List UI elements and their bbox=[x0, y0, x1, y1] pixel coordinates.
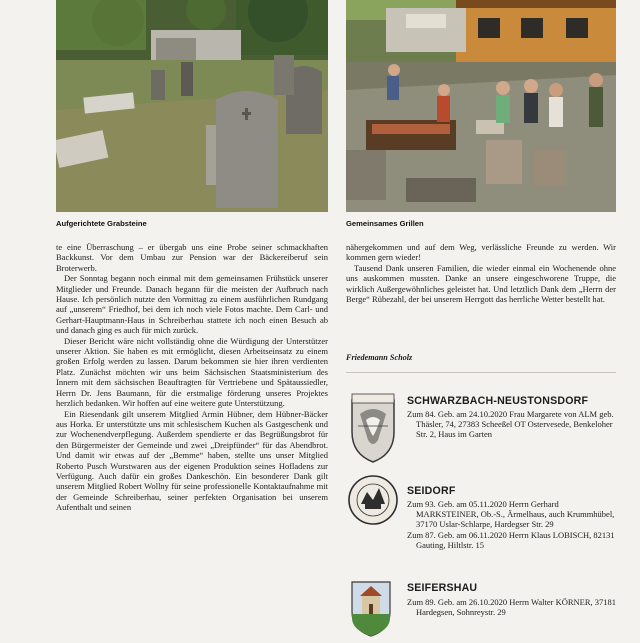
seidorf-crest-icon bbox=[347, 474, 399, 526]
section-heading-schwarzbach: SCHWARZBACH-NEUSTONSDORF bbox=[407, 395, 589, 407]
cemetery-photo bbox=[56, 0, 328, 212]
paragraph: Dieser Bericht wäre nicht vollständig ohne die Würdigung der Unterstützer unserer Aktion. Sie haben es mit ermöglicht, diesen Arbeitseinsatz zu einem großen Erfolg werden zu lassen. Darum bekommen sie hier ihren verdienten Platz. Zunächst möchten wir uns beim Sächsischen Staatsministerium des Innern mit dem sächsischen Beauftragten für Vertriebene und Spätaussiedler, Herrn Dr. Jens Baumann, für die erstmalige förderung unseres Projektes herzlich bedanken. Wir hoffen auf eine weitere gute Unterstützung. bbox=[56, 335, 328, 409]
seifershau-crest-icon bbox=[348, 566, 394, 638]
birthday-entry bbox=[407, 499, 619, 550]
section-divider bbox=[346, 372, 616, 373]
birthday-entry-text: Zum 89. Geb. am 26.10.2020 Herrn Walter KÖRNER, 37181 Hardegsen, Sohnreystr. 29 bbox=[407, 597, 617, 618]
birthday-entry-text: Zum 93. Geb. am 05.11.2020 Herrn Gerhard MARKSTEINER, Ob.-S., Ärmelhaus, auch Krummhübel, 37170 Uslar-Schlarpe, Hardegser Str. 29 bbox=[407, 499, 615, 530]
barbecue-photo bbox=[346, 0, 616, 212]
paragraph: te eine Überraschung – er übergab uns eine Probe seiner schmackhaften Backkunst. Vor dem Umbau zur Pension war der Bäckereiberuf sein Broterwerb. bbox=[56, 242, 328, 273]
section-heading-seifershau: SEIFERSHAU bbox=[407, 582, 478, 594]
paragraph: Der Sonntag begann noch einmal mit dem gemeinsamen Frühstück unserer Mitglieder und Freunde. Danach begann für die meisten der Aufbruch nach Hause. Ich persönlich nutzte den Vormittag zu einem ausführlichen Rundgang auf „unserem“ Friedhof, bei dem ich noch viele Fotos machte. Dem Carl- und Gerhart-Hauptmann-Haus in Schreiberhau stattete ich noch einen Besuch ab und danach ging es auch für mich zurück. bbox=[56, 273, 328, 336]
article-right-column bbox=[346, 242, 616, 304]
article-left-column bbox=[56, 242, 328, 513]
barbecue-photo-caption: Gemeinsames Grillen bbox=[346, 219, 424, 228]
section-heading-seidorf: SEIDORF bbox=[407, 485, 456, 497]
author-signature: Friedemann Scholz bbox=[346, 353, 413, 362]
birthday-entry-text: Zum 87. Geb. am 06.11.2020 Herrn Klaus LOBISCH, 82131 Gauting, Hiltlstr. 15 bbox=[407, 529, 615, 550]
paragraph: Ein Riesendank gilt unserem Mitglied Armin Hübner, dem Hübner-Bäcker aus Horka. Er unterstützte uns mit schlesischem Kuchen als Gastgeschenk und zur Wochenendverpflegung. Außerdem spendierte er das Begrüßungsbrot für den Bürgermeister der Gemeinde und zwei „Dreipfünder“ für das Abendbrot. Und damit wir etwas auf der „Bemme“ haben, stellte uns unser Mitglied Roberto Pusch Wurstwaren aus der eigenen Produktion seines Hofladens zur Verfügung. Auch dafür ein großes Dankeschön. Ein besonderer Dank gilt unserem Mitglied Robert Wollny für seine professionelle Kontaktaufnahme mit der Gemeinde Schreiberhau, seiner perfekten Organisation bei unserem Aufenthalt und seinen bbox=[56, 408, 328, 513]
birthday-entry bbox=[407, 597, 619, 617]
paragraph: Tausend Dank unseren Familien, die wieder einmal ein Wochenende ohne uns auskommen mussten. Danke an unsere eingeschworene Truppe, die wirklich Außergewöhnliches geleistet hat. Und letztlich Dank dem „Herrn der Berge“ Rübezahl, der bei unserem Herrgott das herrliche Wetter bestellt hat. bbox=[346, 262, 616, 305]
paragraph: nähergekommen und auf dem Weg, verlässliche Freunde zu werden. Wir kommen gern wieder! bbox=[346, 242, 616, 263]
birthday-entry-text: Zum 84. Geb. am 24.10.2020 Frau Margarete von ALM geb. Thäsler, 74, 27383 Scheeßel OT Ostervesede, Benkeloher Str. 2, Haus im Garten bbox=[407, 409, 614, 440]
schwarzbach-crest-icon bbox=[348, 392, 398, 464]
birthday-entry bbox=[407, 409, 619, 440]
cemetery-photo-caption: Aufgerichtete Grabsteine bbox=[56, 219, 147, 228]
